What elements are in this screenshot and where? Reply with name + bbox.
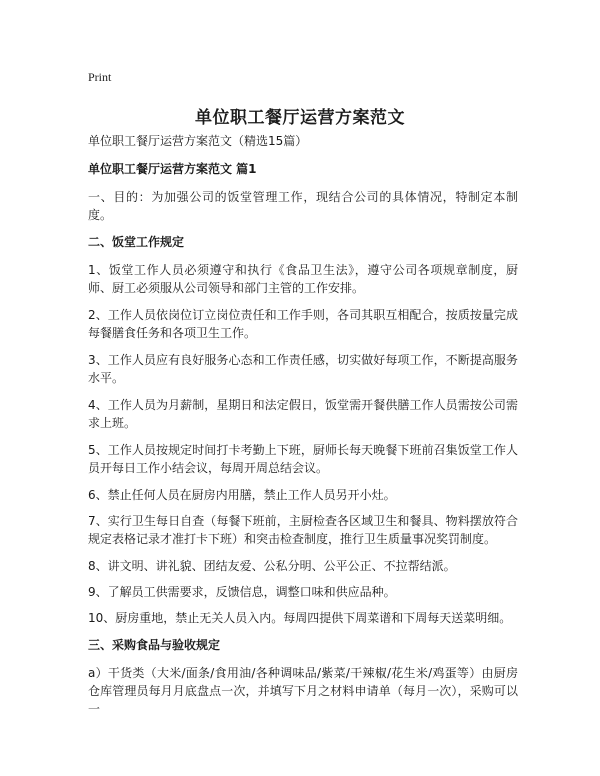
article-title: 单位职工餐厅运营方案范文 篇1 <box>88 162 257 176</box>
rule-item: 3、工作人员应有良好服务心态和工作责任感，切实做好每项工作，不断提高服务水平。 <box>88 353 518 385</box>
rule-item: 9、了解员工供需要求，反馈信息，调整口味和供应品种。 <box>88 585 396 599</box>
rule-item: 2、工作人员依岗位订立岗位责任和工作手则，各司其职互相配合，按质按量完成每餐膳食任务和各项卫生工作。 <box>88 308 518 340</box>
rule-item: 7、实行卫生每日自查（每餐下班前，主厨检查各区域卫生和餐具、物料摆放符合规定表格记录才准打卡下班）和突击检查制度，推行卫生质量事况奖罚制度。 <box>88 514 518 546</box>
page-title: 单位职工餐厅运营方案范文 <box>195 108 405 128</box>
rule-item: 8、讲文明、讲礼貌、团结友爱、公私分明、公平公正、不拉帮结派。 <box>88 559 456 573</box>
rule-item: 10、厨房重地，禁止无关人员入内。每周四提供下周菜谱和下周每天送菜明细。 <box>88 611 512 625</box>
rule-item: 1、饭堂工作人员必须遵守和执行《食品卫生法》，遵守公司各项规章制度，厨师、厨工必须服从公司领导和部门主管的工作安排。 <box>88 263 518 295</box>
procurement-item: a）干货类（大米/面条/食用油/各种调味品/紫菜/干辣椒/花生米/鸡蛋等）由厨房仓库管理员每月月底盘点一次，并填写下月之材料申请单（每月一次），采购可以一 <box>88 666 518 716</box>
document-body <box>88 132 518 727</box>
section-heading-procurement: 三、采购食品与验收规定 <box>88 638 221 652</box>
purpose-paragraph: 一、目的：为加强公司的饭堂管理工作，现结合公司的具体情况，特制定本制度。 <box>88 190 518 222</box>
print-label[interactable]: Print <box>88 70 112 84</box>
rule-item: 4、工作人员为月薪制，星期日和法定假日，饭堂需开餐供膳工作人员需按公司需求上班。 <box>88 398 518 430</box>
rule-item: 5、工作人员按规定时间打卡考勤上下班，厨师长每天晚餐下班前召集饭堂工作人员开每日工作小结会议，每周开周总结会议。 <box>88 443 518 475</box>
section-heading-rules: 二、饭堂工作规定 <box>88 235 185 249</box>
rule-item: 6、禁止任何人员在厨房内用膳，禁止工作人员另开小灶。 <box>88 488 396 502</box>
document-subtitle: 单位职工餐厅运营方案范文（精选15篇） <box>88 134 308 148</box>
